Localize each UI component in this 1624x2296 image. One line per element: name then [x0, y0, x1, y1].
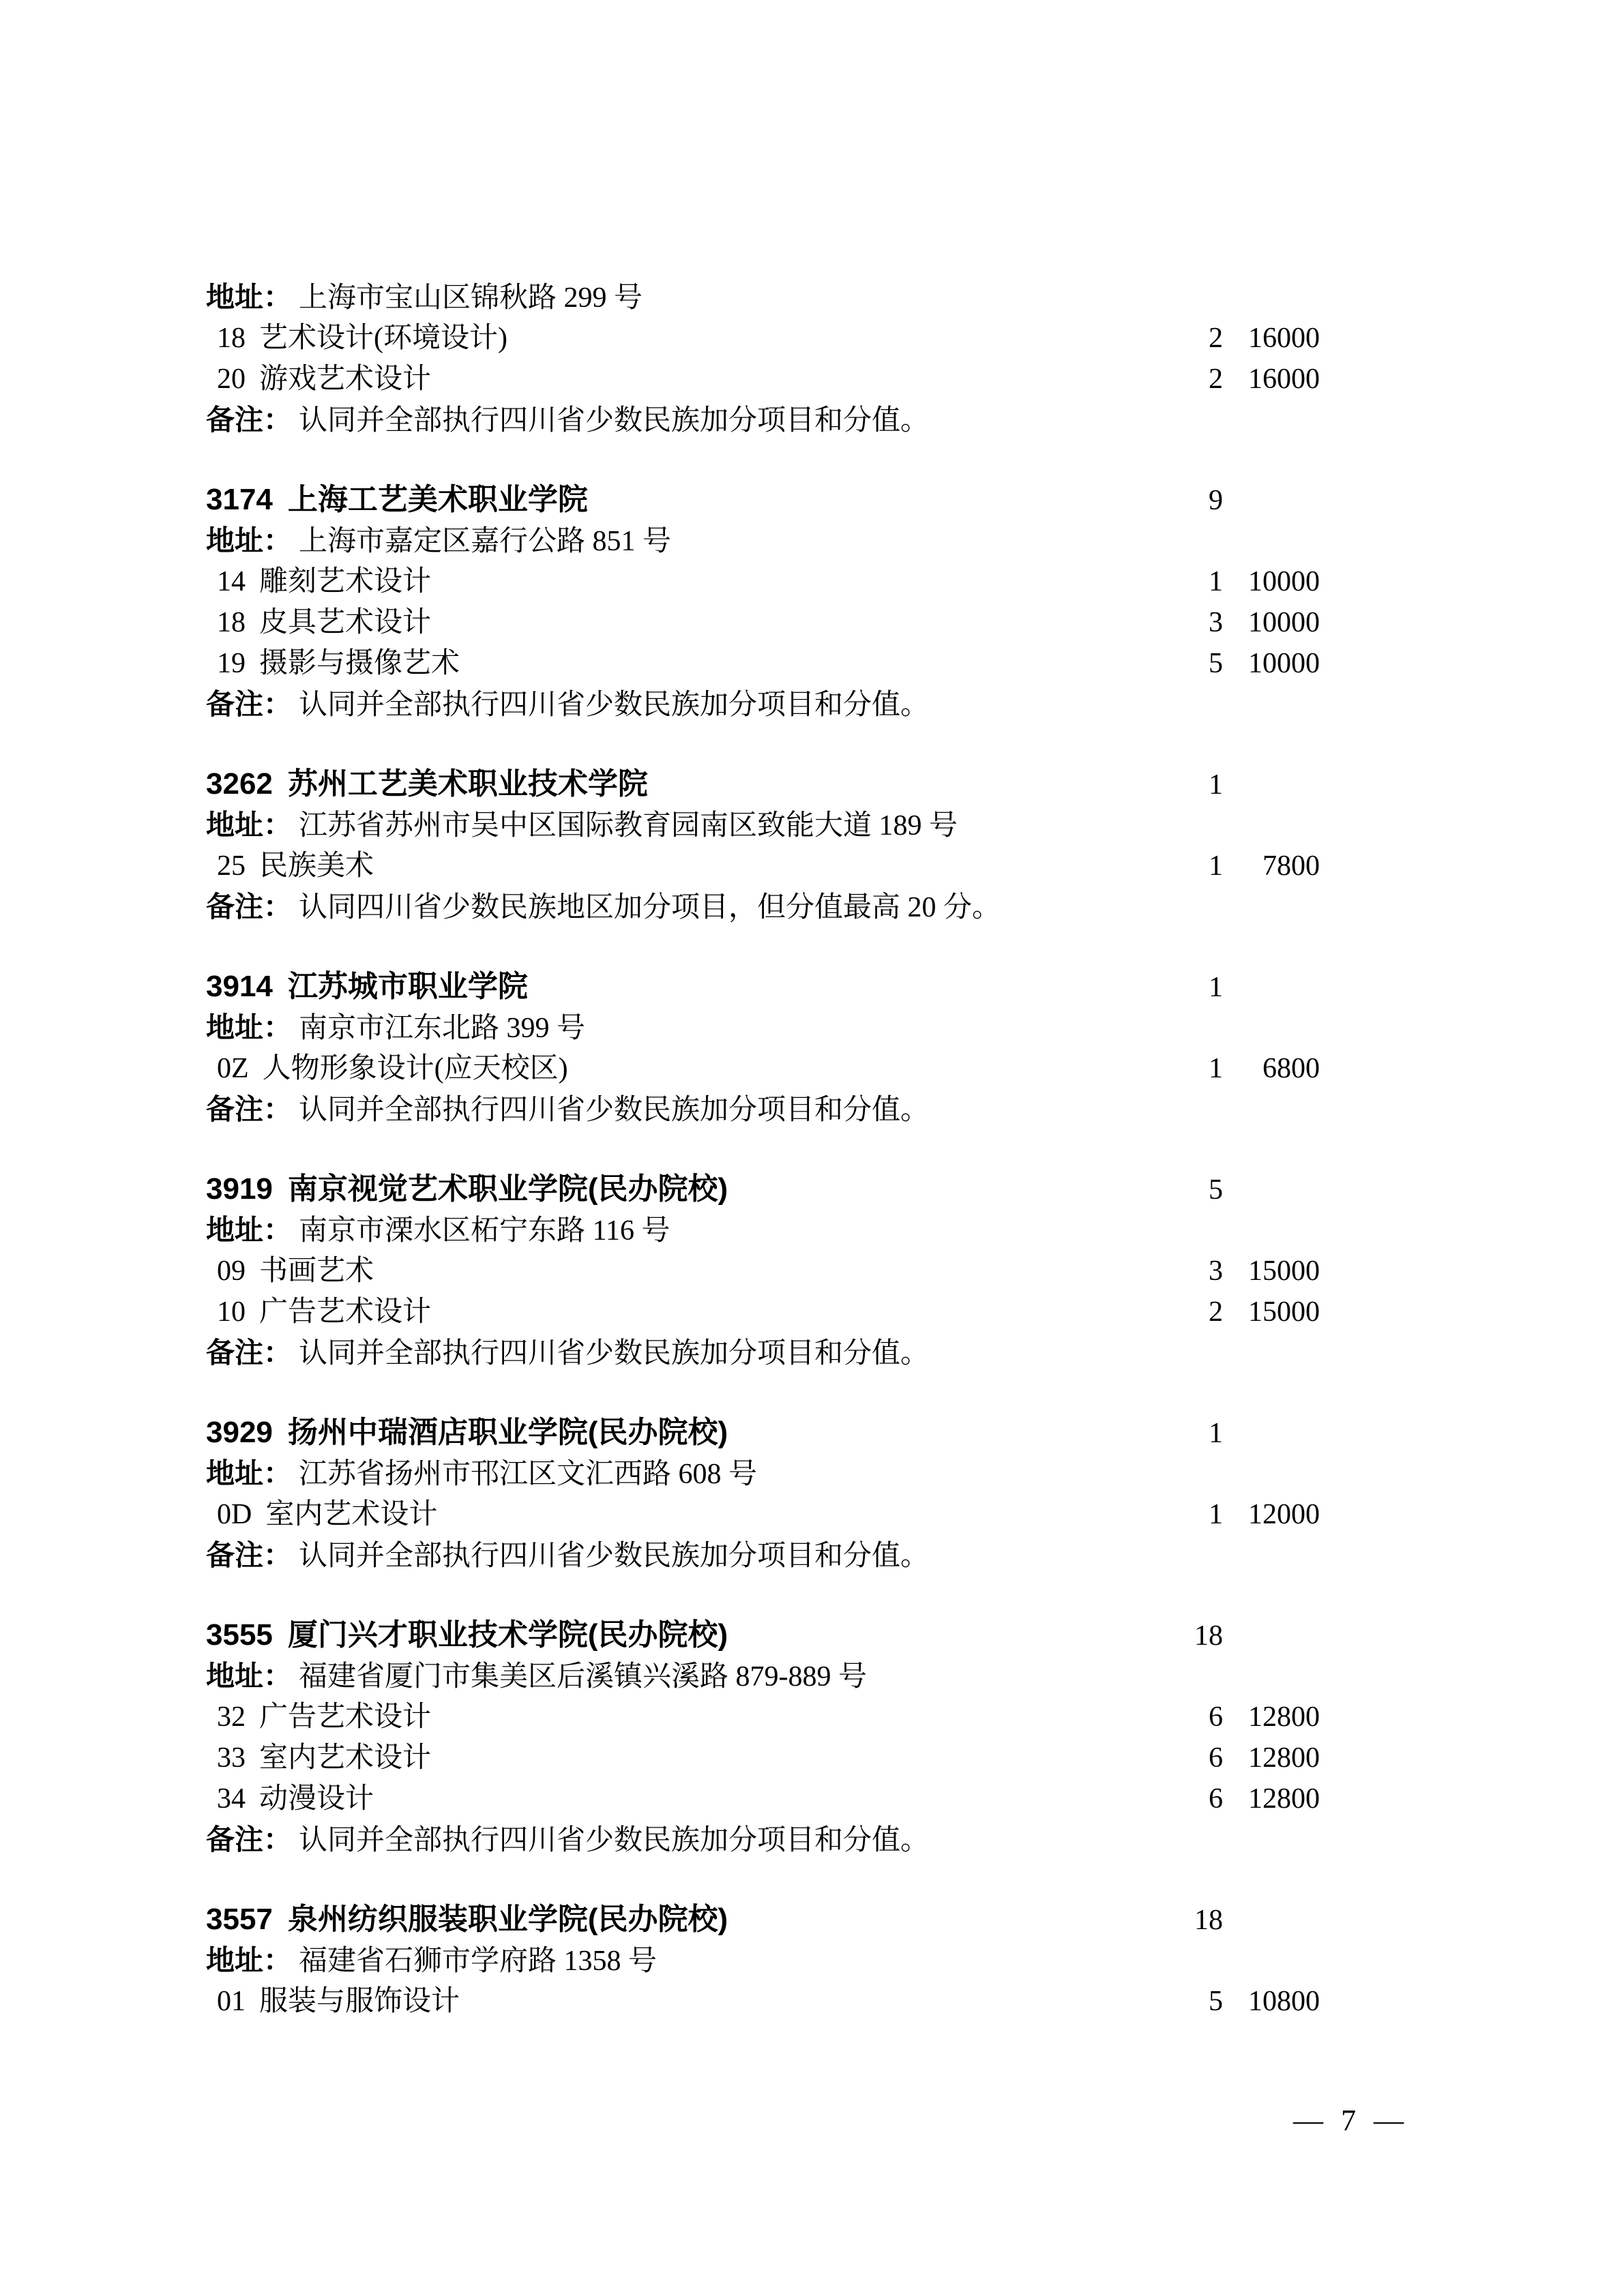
admission-plan-list: [206, 277, 1320, 2022]
note-line: [206, 400, 1320, 441]
program-name: 服装与服饰设计: [259, 1986, 460, 2017]
program-row: [206, 1738, 1320, 1778]
note-text: 认同并全部执行四川省少数民族加分项目和分值。: [299, 405, 930, 436]
address-line: [206, 1940, 1320, 1981]
program-row: [206, 1778, 1320, 1819]
program-fee: 15000: [1248, 1255, 1320, 1287]
program-fee: 12800: [1248, 1742, 1320, 1774]
program-code: 18: [217, 607, 246, 638]
program-name: 室内艺术设计: [265, 1499, 438, 1530]
school-title: [206, 966, 1158, 1007]
program-quota: 1: [1209, 850, 1223, 882]
program-row: [206, 359, 1320, 400]
program-fee: 10000: [1248, 607, 1320, 638]
school-name: 江苏城市职业学院: [287, 970, 528, 1003]
program-name: 动漫设计: [259, 1783, 374, 1815]
school-total: 5: [1209, 1174, 1223, 1206]
note-label: 备注：: [206, 404, 293, 436]
school-code: 3919: [206, 1172, 273, 1206]
program-code: 0Z: [217, 1053, 249, 1084]
school-total: 1: [1209, 972, 1223, 1003]
program-quota: 1: [1209, 1053, 1223, 1084]
address-line: [206, 1210, 1320, 1251]
program-fee: 12800: [1248, 1783, 1320, 1815]
school-name: 苏州工艺美术职业技术学院: [287, 767, 648, 801]
address-text: 福建省石狮市学府路 1358 号: [299, 1945, 658, 1977]
footer-dash-right: —: [1374, 2104, 1404, 2137]
program-row: [206, 846, 1320, 886]
school-block: [206, 1615, 1320, 1860]
address-label: 地址：: [206, 524, 293, 556]
school-header: [206, 479, 1320, 520]
program-name: 摄影与摄像艺术: [259, 648, 460, 679]
program-fee: 15000: [1248, 1296, 1320, 1328]
program-quota: 1: [1209, 1499, 1223, 1530]
note-label: 备注：: [206, 688, 293, 720]
note-line: [206, 1332, 1320, 1373]
school-block: [206, 1169, 1320, 1373]
program-fee: 16000: [1248, 363, 1320, 395]
page-number: 7: [1341, 2104, 1356, 2137]
school-code: 3262: [206, 767, 273, 801]
school-code: 3174: [206, 483, 273, 516]
program-name: 民族美术: [259, 850, 374, 882]
program-quota: 5: [1209, 648, 1223, 679]
address-label: 地址：: [206, 1457, 293, 1489]
school-block: [206, 764, 1320, 927]
program-fee: 6800: [1263, 1053, 1320, 1084]
address-text: 南京市江东北路 399 号: [299, 1013, 586, 1044]
address-line: [206, 805, 1320, 846]
note-text: 认同并全部执行四川省少数民族加分项目和分值。: [299, 1825, 930, 1856]
address-label: 地址：: [206, 281, 293, 313]
program-fee: 12000: [1248, 1499, 1320, 1530]
note-text: 认同并全部执行四川省少数民族加分项目和分值。: [299, 689, 930, 721]
note-line: [206, 1089, 1320, 1130]
school-total: 18: [1194, 1620, 1223, 1652]
school-header: [206, 1899, 1320, 1940]
program-name: 室内艺术设计: [259, 1742, 432, 1774]
address-label: 地址：: [206, 1214, 293, 1246]
school-title: [206, 764, 1158, 805]
note-text: 认同四川省少数民族地区加分项目，但分值最高 20 分。: [299, 892, 1001, 923]
program-code: 20: [217, 363, 246, 395]
note-line: [206, 684, 1320, 725]
program-quota: 6: [1209, 1742, 1223, 1774]
program-name: 艺术设计(环境设计): [259, 323, 507, 354]
school-total: 9: [1209, 485, 1223, 516]
address-label: 地址：: [206, 1944, 293, 1976]
program-fee: 10800: [1248, 1986, 1320, 2017]
program-name: 雕刻艺术设计: [259, 566, 432, 597]
school-name: 厦门兴才职业技术学院(民办院校): [287, 1618, 728, 1652]
address-label: 地址：: [206, 809, 293, 841]
school-name: 南京视觉艺术职业学院(民办院校): [287, 1172, 728, 1206]
program-name: 皮具艺术设计: [259, 607, 432, 638]
program-name: 广告艺术设计: [259, 1701, 432, 1733]
school-code: 3914: [206, 970, 273, 1003]
program-row: [206, 318, 1320, 359]
note-text: 认同并全部执行四川省少数民族加分项目和分值。: [299, 1094, 930, 1126]
school-name: 上海工艺美术职业学院: [287, 483, 588, 516]
program-quota: 1: [1209, 566, 1223, 597]
note-label: 备注：: [206, 1823, 293, 1855]
note-line: [206, 1535, 1320, 1576]
program-row: [206, 643, 1320, 684]
address-text: 上海市嘉定区嘉行公路 851 号: [299, 526, 672, 557]
school-title: [206, 1412, 1158, 1453]
school-block: [206, 479, 1320, 725]
note-line: [206, 886, 1320, 927]
school-header: [206, 1615, 1320, 1656]
program-fee: 12800: [1248, 1701, 1320, 1733]
school-code: 3557: [206, 1903, 273, 1936]
address-line: [206, 1007, 1320, 1048]
school-code: 3555: [206, 1618, 273, 1652]
school-header: [206, 1169, 1320, 1210]
note-label: 备注：: [206, 1093, 293, 1125]
program-quota: 2: [1209, 363, 1223, 395]
note-text: 认同并全部执行四川省少数民族加分项目和分值。: [299, 1338, 930, 1369]
program-code: 32: [217, 1701, 246, 1733]
program-code: 33: [217, 1742, 246, 1774]
footer-dash-left: —: [1293, 2104, 1323, 2137]
school-block: [206, 1899, 1320, 2022]
program-quota: 2: [1209, 323, 1223, 354]
address-text: 福建省厦门市集美区后溪镇兴溪路 879-889 号: [299, 1661, 868, 1693]
address-line: [206, 1453, 1320, 1494]
program-code: 10: [217, 1296, 246, 1328]
program-quota: 3: [1209, 607, 1223, 638]
program-quota: 6: [1209, 1783, 1223, 1815]
address-text: 江苏省苏州市吴中区国际教育园南区致能大道 189 号: [299, 810, 958, 841]
program-fee: 10000: [1248, 648, 1320, 679]
address-label: 地址：: [206, 1011, 293, 1043]
program-name: 广告艺术设计: [259, 1296, 432, 1328]
school-total: 18: [1194, 1905, 1223, 1936]
school-name: 泉州纺织服装职业学院(民办院校): [287, 1903, 728, 1936]
program-code: 14: [217, 566, 246, 597]
program-row: [206, 1292, 1320, 1332]
program-code: 01: [217, 1986, 246, 2017]
program-row: [206, 1494, 1320, 1535]
program-name: 游戏艺术设计: [259, 363, 432, 395]
page-footer: [1280, 2102, 1417, 2140]
address-line: [206, 277, 1320, 318]
program-row: [206, 1251, 1320, 1292]
program-fee: 7800: [1263, 850, 1320, 882]
program-row: [206, 1981, 1320, 2022]
school-block-continued: [206, 277, 1320, 441]
note-label: 备注：: [206, 1337, 293, 1369]
school-name: 扬州中瑞酒店职业学院(民办院校): [287, 1416, 728, 1449]
address-text: 江苏省扬州市邗江区文汇西路 608 号: [299, 1459, 758, 1490]
program-quota: 5: [1209, 1986, 1223, 2017]
address-label: 地址：: [206, 1660, 293, 1692]
address-text: 上海市宝山区锦秋路 299 号: [299, 282, 643, 314]
program-code: 25: [217, 850, 246, 882]
note-label: 备注：: [206, 1539, 293, 1571]
address-text: 南京市溧水区柘宁东路 116 号: [299, 1215, 670, 1247]
program-name: 人物形象设计(应天校区): [262, 1053, 568, 1084]
program-code: 0D: [217, 1499, 252, 1530]
school-total: 1: [1209, 1418, 1223, 1449]
program-row: [206, 602, 1320, 643]
program-code: 18: [217, 323, 246, 354]
school-block: [206, 1412, 1320, 1576]
program-fee: 16000: [1248, 323, 1320, 354]
program-quota: 6: [1209, 1701, 1223, 1733]
program-code: 09: [217, 1255, 246, 1287]
school-header: [206, 1412, 1320, 1453]
program-fee: 10000: [1248, 566, 1320, 597]
school-total: 1: [1209, 769, 1223, 801]
note-line: [206, 1819, 1320, 1860]
address-line: [206, 520, 1320, 561]
school-header: [206, 764, 1320, 805]
program-code: 19: [217, 648, 246, 679]
school-title: [206, 1615, 1158, 1656]
program-row: [206, 1048, 1320, 1089]
program-row: [206, 1697, 1320, 1738]
program-code: 34: [217, 1783, 246, 1815]
note-text: 认同并全部执行四川省少数民族加分项目和分值。: [299, 1540, 930, 1572]
school-header: [206, 966, 1320, 1007]
school-title: [206, 1899, 1158, 1940]
program-quota: 2: [1209, 1296, 1223, 1328]
school-title: [206, 479, 1158, 520]
school-code: 3929: [206, 1416, 273, 1449]
program-quota: 3: [1209, 1255, 1223, 1287]
school-block: [206, 966, 1320, 1130]
school-title: [206, 1169, 1158, 1210]
program-name: 书画艺术: [259, 1255, 374, 1287]
note-label: 备注：: [206, 891, 293, 923]
program-row: [206, 561, 1320, 602]
address-line: [206, 1656, 1320, 1697]
